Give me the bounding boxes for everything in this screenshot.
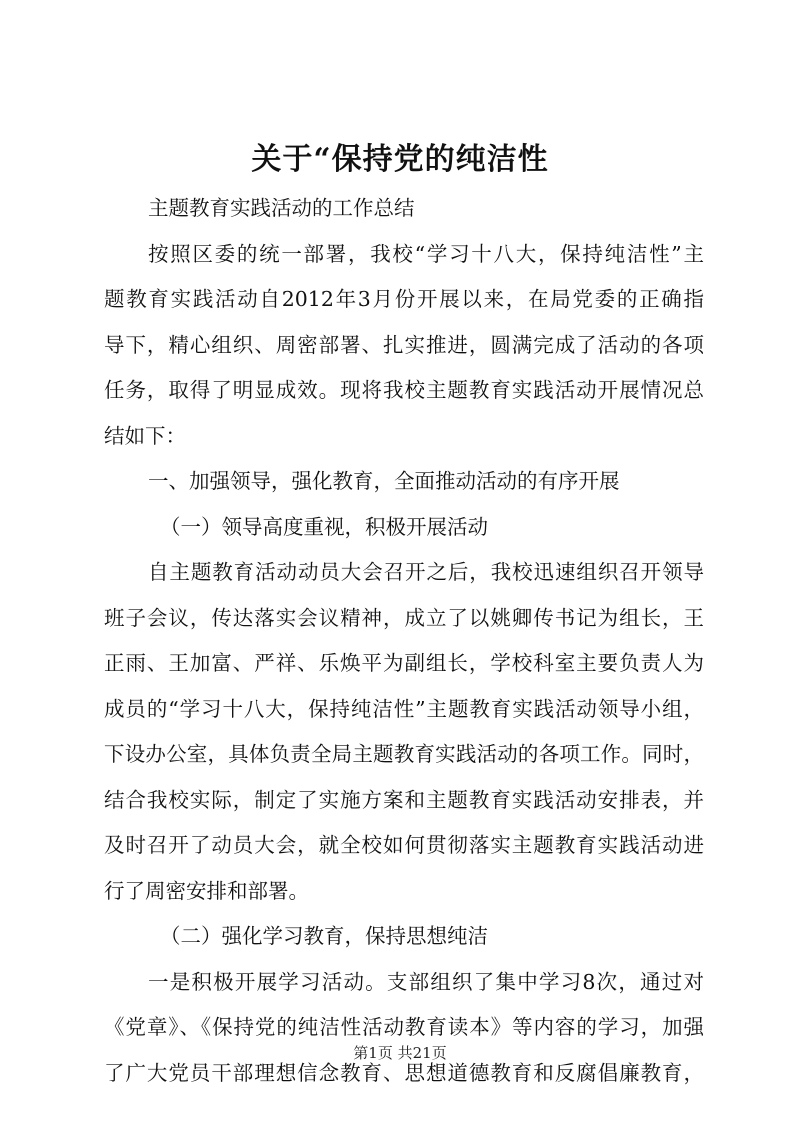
paragraph-line: 导下，精心组织、周密部署、扎实推进，圆满完成了活动的各项 [104, 332, 704, 357]
paragraph-line: 任务，取得了明显成效。现将我校主题教育实践活动开展情况总 [104, 378, 704, 402]
paragraph-line: 班子会议，传达落实会议精神，成立了以姚卿传书记为组长，王 [104, 605, 704, 630]
paragraph-line: 下设办公室，具体负责全局主题教育实践活动的各项工作。同时， [104, 742, 704, 766]
paragraph-line: 《党章》、《保持党的纯洁性活动教育读本》等内容的学习，加强 [104, 1015, 704, 1039]
paragraph-line: 题教育实践活动自2012年3月份开展以来，在局党委的正确指 [104, 287, 704, 311]
subsection-heading: （一）领导高度重视，积极开展活动 [160, 514, 488, 539]
paragraph-line: 行了周密安排和部署。 [104, 878, 309, 903]
paragraph-line: 按照区委的统一部署，我校“学习十八大，保持纯洁性”主 [148, 241, 704, 266]
paragraph-line: 正雨、王加富、严祥、乐焕平为副组长，学校科室主要负责人为 [104, 651, 704, 675]
paragraph-line: 成员的“学习十八大，保持纯洁性”主题教育实践活动领导小组， [104, 696, 704, 721]
subsection-heading: （二）强化学习教育，保持思想纯洁 [160, 924, 488, 948]
paragraph-line: 自主题教育活动动员大会召开之后，我校迅速组织召开领导 [148, 560, 704, 584]
document-body [104, 186, 704, 1096]
paragraph-line: 结合我校实际，制定了实施方案和主题教育实践活动安排表，并 [104, 787, 704, 812]
document-title: 关于“保持党的纯洁性 [251, 142, 549, 177]
paragraph-line: 结如下： [104, 423, 186, 448]
paragraph-line: 一是积极开展学习活动。支部组织了集中学习8次，通过对 [148, 969, 704, 994]
subtitle-line: 主题教育实践活动的工作总结 [148, 196, 415, 220]
section-heading: 一、加强领导，强化教育，全面推动活动的有序开展 [148, 469, 620, 493]
page-number-footer: 第1页 共21页 [353, 1044, 447, 1062]
paragraph-line: 了广大党员干部理想信念教育、思想道德教育和反腐倡廉教育， [104, 1060, 704, 1085]
paragraph-line: 及时召开了动员大会，就全校如何贯彻落实主题教育实践活动进 [104, 833, 704, 857]
